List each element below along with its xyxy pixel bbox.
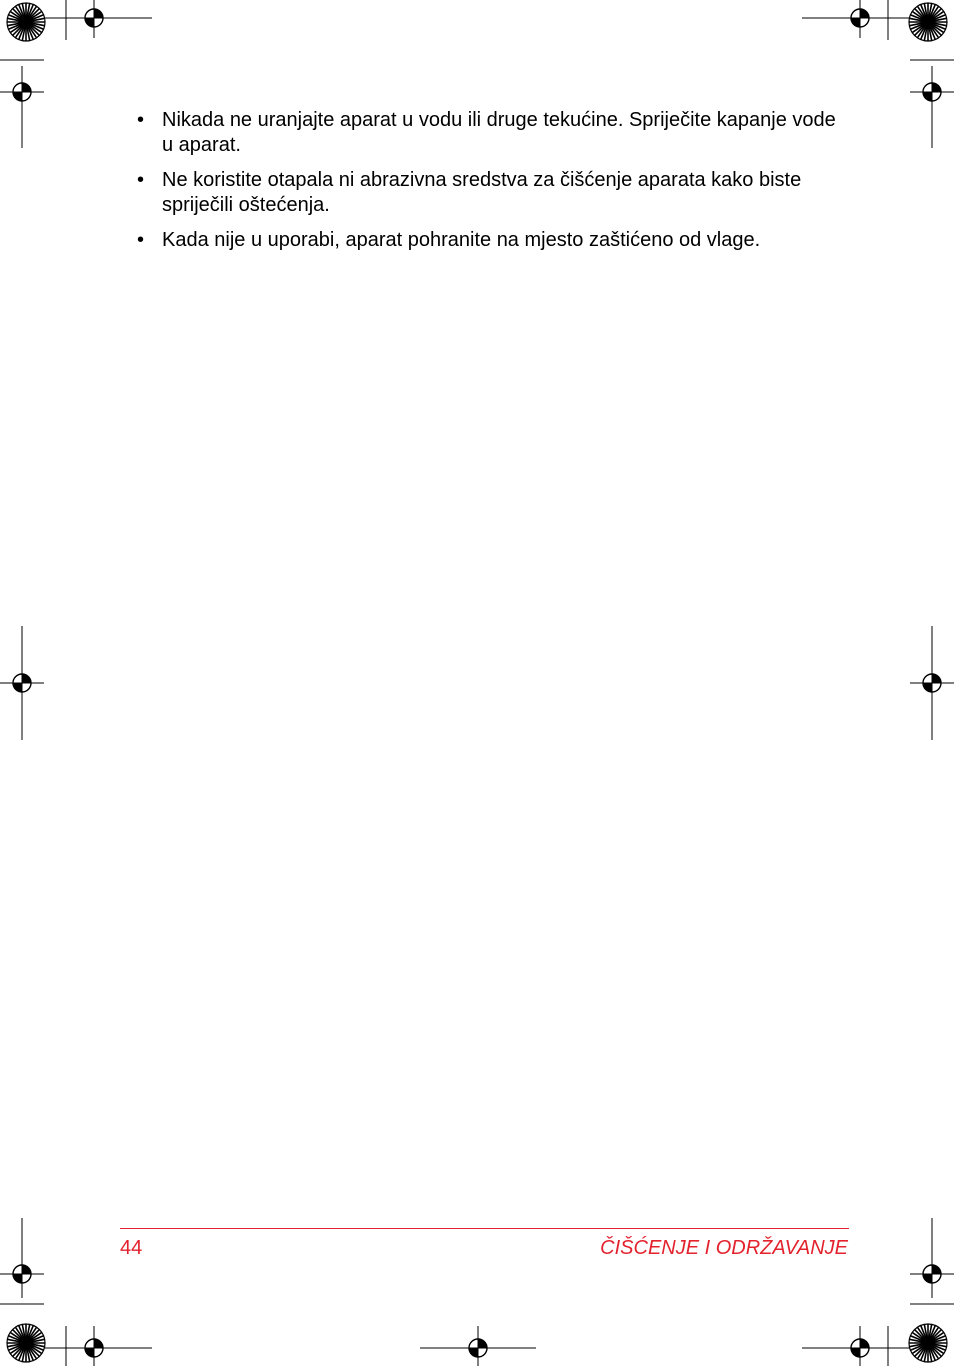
list-item xyxy=(137,108,849,158)
list-item xyxy=(137,228,849,253)
bullet-text: Ne koristite otapala ni abrazivna sredstva za čišćenje aparata kako biste spriječili oštećenja. xyxy=(162,169,802,216)
bullet-marker: • xyxy=(137,169,145,191)
section-title: ČIŠĆENJE I ODRŽAVANJE xyxy=(600,1237,848,1259)
bullet-text: Kada nije u uporabi, aparat pohranite na mjesto zaštićeno od vlage. xyxy=(162,229,761,251)
list-item xyxy=(137,168,849,218)
page-number: 44 xyxy=(120,1237,143,1259)
footer-divider xyxy=(120,1228,849,1229)
bullet-marker: • xyxy=(137,109,145,131)
maintenance-bullet-list xyxy=(137,108,849,263)
bullet-text: Nikada ne uranjajte aparat u vodu ili druge tekućine. Spriječite kapanje vode u aparat. xyxy=(162,109,836,156)
bullet-marker: • xyxy=(137,229,145,251)
